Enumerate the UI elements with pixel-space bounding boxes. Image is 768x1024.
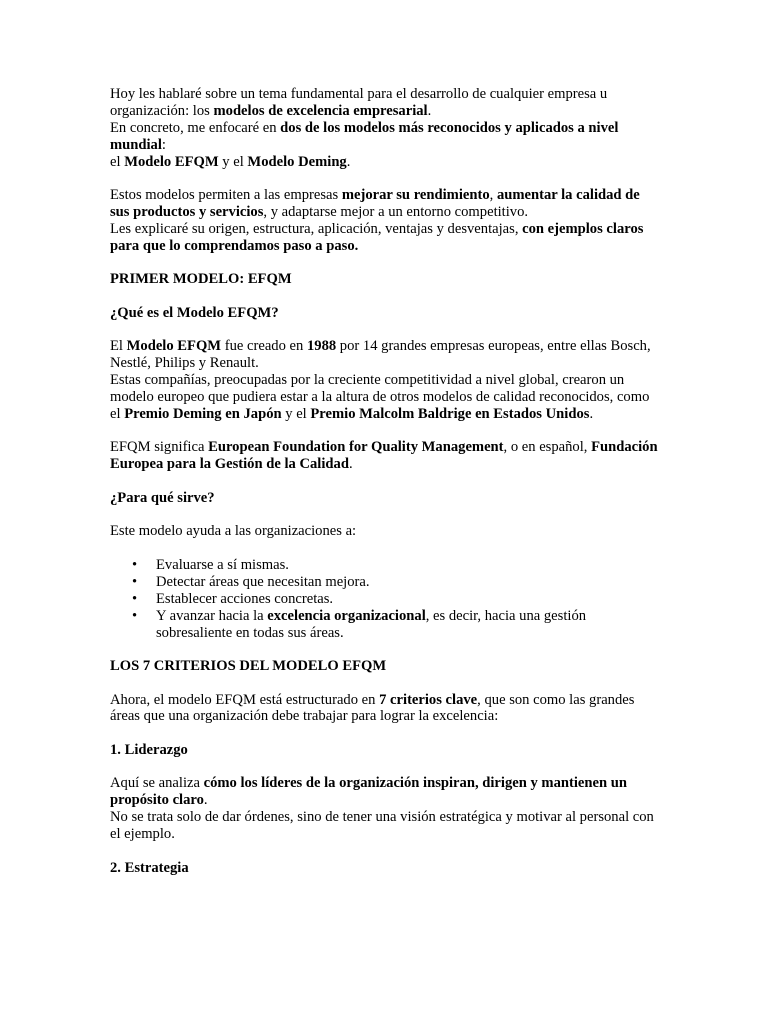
bold-run: Modelo EFQM	[124, 153, 219, 170]
text-run: .	[346, 153, 351, 170]
text-run: el	[110, 153, 125, 170]
text-run: y el	[218, 153, 248, 170]
bold-run: Fundación Europea para la Gestión de la Calidad	[110, 439, 658, 473]
text-run: .	[427, 102, 432, 119]
text-run: y el	[281, 405, 311, 422]
text-run: Estos modelos permiten a las empresas	[110, 187, 342, 204]
list-item: • Detectar áreas que necesitan mejora.	[156, 574, 658, 591]
list-item: • Establecer acciones concretas.	[156, 591, 658, 608]
bold-run: con ejemplos claros para que lo comprendamos paso a paso.	[110, 220, 644, 254]
bold-run: dos de los modelos más reconocidos y aplicados a nivel mundial	[110, 119, 619, 153]
bold-run: Modelo Deming	[247, 153, 347, 170]
text-run: Hoy les hablaré sobre un tema fundamental para el desarrollo de cualquier empresa u organización: los	[110, 86, 608, 119]
section-heading-criteria: LOS 7 CRITERIOS DEL MODELO EFQM	[110, 658, 387, 674]
text-run: por 14 grandes empresas europeas, entre ellas Bosch, Nestlé, Philips y Renault.	[110, 338, 651, 372]
bold-run: cómo los líderes de la organización inspiran, dirigen y mantienen un propósito claro	[110, 775, 627, 809]
bold-run: Premio Deming en Japón	[124, 405, 282, 422]
text-run: .	[203, 792, 208, 809]
text-run: , y adaptarse mejor a un entorno competitivo.	[263, 204, 529, 221]
intro-paragraph-2	[110, 187, 658, 255]
text-run: No se trata solo de dar órdenes, sino de tener una visión estratégica y motivar al personal con el ejemplo.	[110, 809, 654, 843]
text-run: .	[589, 405, 594, 422]
criterion-heading-leadership: 1. Liderazgo	[110, 741, 188, 758]
paragraph-structure	[110, 692, 658, 726]
text-run: , o en español,	[503, 439, 592, 456]
bold-run: 7 criterios clave	[379, 691, 478, 708]
document-body	[110, 86, 658, 893]
text-run: :	[161, 136, 166, 153]
text-run: Les explicaré su origen, estructura, aplicación, ventajas y desventajas,	[110, 220, 523, 237]
text-run: EFQM significa	[110, 439, 209, 456]
section-heading-efqm: PRIMER MODELO: EFQM	[110, 271, 292, 288]
criterion-heading-strategy: 2. Estrategia	[110, 859, 189, 876]
text-run: En concreto, me enfocaré en	[110, 119, 281, 136]
text-run: ,	[489, 187, 497, 204]
paragraph-helps: Este modelo ayuda a las organizaciones a:	[110, 523, 357, 540]
text-run: fue creado en	[221, 338, 307, 355]
bold-run: European Foundation for Quality Management	[208, 439, 504, 456]
text-run: Estas compañías, preocupadas por la creciente competitividad a nivel global, crearon un modelo europeo que pudiera estar a la altura de otros modelos de calidad reconocidos, como el	[110, 372, 650, 422]
list-item: • Evaluarse a sí mismas.	[156, 557, 658, 574]
bold-run: modelos de excelencia empresarial	[213, 102, 428, 119]
paragraph-leadership	[110, 775, 658, 843]
bold-run: 1988	[306, 338, 337, 355]
bullet-list	[110, 557, 658, 642]
paragraph-meaning	[110, 439, 658, 473]
list-item	[156, 608, 658, 642]
bold-run: mejorar su rendimiento	[341, 187, 490, 204]
bold-run: aumentar la calidad de sus productos y servicios	[110, 187, 640, 221]
intro-paragraph-1	[110, 86, 658, 171]
paragraph-origin	[110, 338, 658, 423]
text-run: El	[110, 338, 127, 355]
question-heading-what: ¿Qué es el Modelo EFQM?	[110, 304, 279, 321]
text-run: Ahora, el modelo EFQM está estructurado en	[110, 691, 380, 708]
text-run: Aquí se analiza	[110, 775, 204, 792]
text-run: Y avanzar hacia la	[156, 607, 268, 624]
bold-run: Premio Malcolm Baldrige en Estados Unidos	[310, 405, 590, 422]
bold-run: Modelo EFQM	[126, 338, 222, 355]
bold-run: excelencia organizacional	[267, 607, 426, 624]
text-run: .	[348, 456, 353, 473]
question-heading-purpose: ¿Para qué sirve?	[110, 489, 215, 506]
text-run: , es decir, hacia una gestión sobresaliente en todas sus áreas.	[156, 607, 587, 641]
text-run: , que son como las grandes áreas que una organización debe trabajar para lograr la excelencia:	[110, 691, 635, 725]
